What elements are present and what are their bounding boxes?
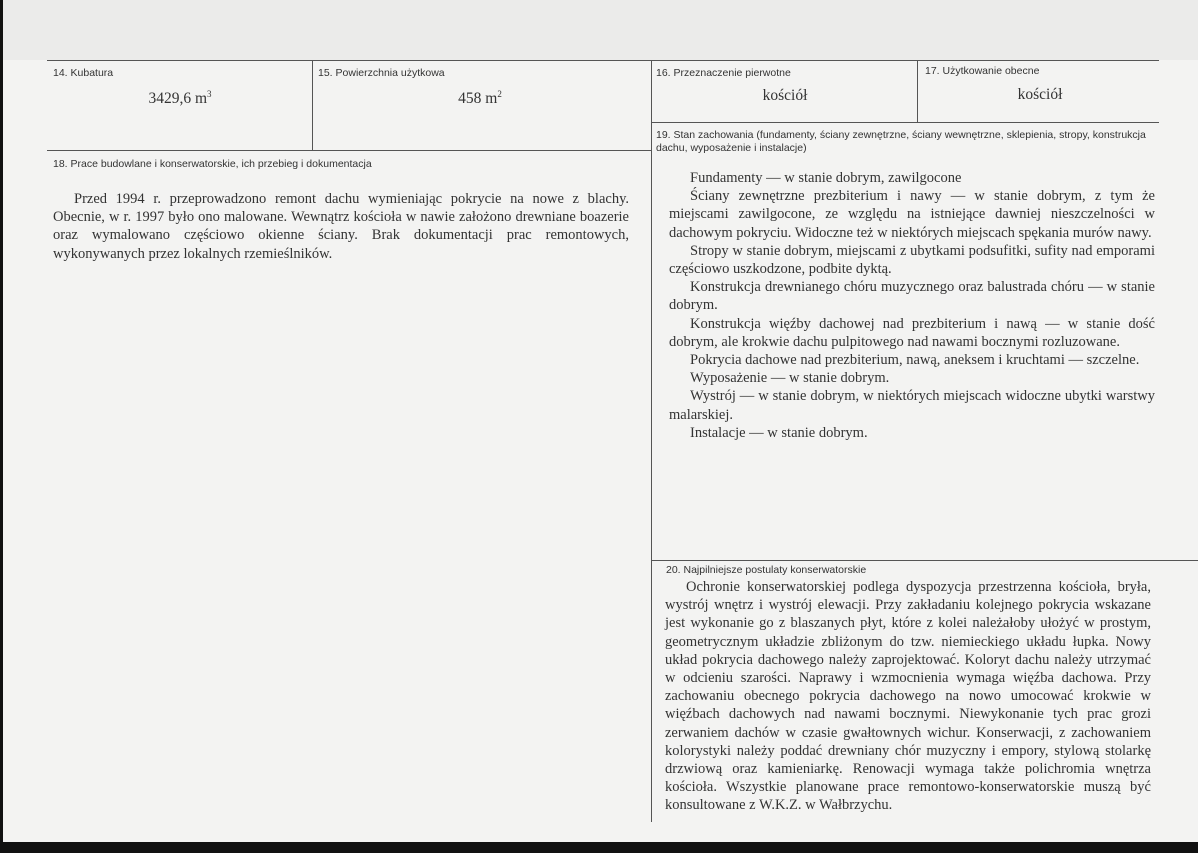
kubatura-number: 3429,6 m [148, 90, 208, 107]
postulaty-text [665, 578, 1151, 815]
stan-paragraph: Stropy w stanie dobrym, miejscami z ubytkami podsufitki, sufity nad emporami częściowo uszkodzone, podbite dyktą. [669, 242, 1155, 278]
prace-text [53, 190, 629, 263]
prace-label: 18. Prace budowlane i konserwatorskie, ich przebieg i dokumentacja [53, 158, 372, 170]
przeznaczenie-value: kościół [762, 87, 808, 104]
rule-20-top [651, 560, 1198, 561]
stan-paragraph: Wystrój — w stanie dobrym, w niektórych miejscach widoczne ubytki warstwy malarskiej. [669, 388, 1155, 423]
kubatura-label: 14. Kubatura [53, 67, 114, 79]
postulaty-label: 20. Najpilniejsze postulaty konserwatorskie [666, 564, 867, 576]
prace-paragraph: Przed 1994 r. przeprowadzono remont dachu wymieniając pokrycie na nowe z blachy. Obecnie, w r. 1997 było ono malowane. Wewnątrz kościoła w nawie założono drewniane boazerie oraz wymalowano częściowo okienne ściany. Brak dokumentacji prac remontowych, wykonywanych przez lokalnych rzemieślników. [53, 191, 629, 262]
divider-16-17 [917, 60, 918, 122]
powierzchnia-label: 15. Powierzchnia użytkowa [318, 67, 445, 79]
przeznaczenie-label: 16. Przeznaczenie pierwotne [656, 67, 791, 79]
powierzchnia-value [400, 89, 560, 108]
postulaty-paragraph: Ochronie konserwatorskiej podlega dyspozycja przestrzenna kościoła, bryła, wystrój wnętrz i wystrój elewacji. Przy zakładaniu kolejnego pokrycia wskazane jest wykonanie go z blaszanych płyt, które z kolei należałoby ułożyć w prostym, geometrycznym układzie zbliżonym do tzw. niemieckiego układu łupka. Nowy układ pokrycia dachowego należy zaprojektować. Koloryt dachu należy utrzymać w odcieniu szarości. Naprawy i wzmocnienia wymaga więźba dachowa. Przy zachowaniu obecnego pokrycia dachowego na nowo umocować krokwie w więźbach dachowych nad nawami bocznymi. Niewykonanie tych prac grozi zerwaniem dachów w czasie gwałtownych wichur. Konserwacji, z zachowaniem kolorystyki należy poddać drewniany chór muzyczny i empory, stylową stolarkę drzwiową oraz kamieniarkę. Renowacji wymaga także polichromia wnętrza kościoła. Wszystkie planowane prace remontowo-konserwatorskie muszą być konsultowane z W.K.Z. w Wałbrzychu. [665, 579, 1151, 814]
main-divider [651, 60, 652, 822]
stan-paragraph: Pokrycia dachowe nad prezbiterium, nawą, aneksem i kruchtami — szczelne. [690, 352, 1140, 369]
stan-paragraph: Ściany zewnętrzne prezbiterium i nawy — w stanie dobrym, z tym że miejscami zawilgocone, ze względu na istniejące dawniej nieszczelności w dachowym pokryciu. Widoczne też w niektórych miejscach spękania murów nawy. [669, 188, 1155, 241]
uzytkowanie-value: kościół [1017, 86, 1063, 103]
powierzchnia-unit-exponent: 2 [497, 89, 502, 99]
stan-paragraph: Wyposażenie — w stanie dobrym. [690, 370, 890, 387]
rule-18-top [47, 150, 651, 151]
powierzchnia-number: 458 m [458, 90, 498, 107]
stan-paragraph: Instalacje — w stanie dobrym. [690, 424, 868, 441]
stan-paragraph: Konstrukcja więźby dachowej nad prezbiterium i nawą — w stanie dość dobrym, ale krokwie dachu pulpitowego nad nawami bocznymi rozluzowane. [669, 315, 1155, 350]
stan-text [669, 169, 1155, 442]
kubatura-value [100, 89, 260, 108]
rule-16-17-bottom [651, 122, 1159, 123]
bottom-edge [3, 842, 1198, 853]
top-margin [3, 0, 1198, 60]
uzytkowanie-label: 17. Użytkowanie obecne [925, 65, 1040, 77]
stan-paragraph: Fundamenty — w stanie dobrym, zawilgocone [690, 170, 962, 186]
stan-label: 19. Stan zachowania (fundamenty, ściany zewnętrzne, ściany wewnętrzne, sklepienia, stropy, konstrukcja dachu, wyposażenie i instalacje) [656, 129, 1146, 154]
stan-paragraph: Konstrukcja drewnianego chóru muzycznego oraz balustrada chóru — w stanie dobrym. [669, 279, 1155, 314]
divider-14-15 [312, 60, 313, 150]
kubatura-unit-exponent: 3 [207, 89, 212, 99]
top-rule [47, 60, 1159, 61]
